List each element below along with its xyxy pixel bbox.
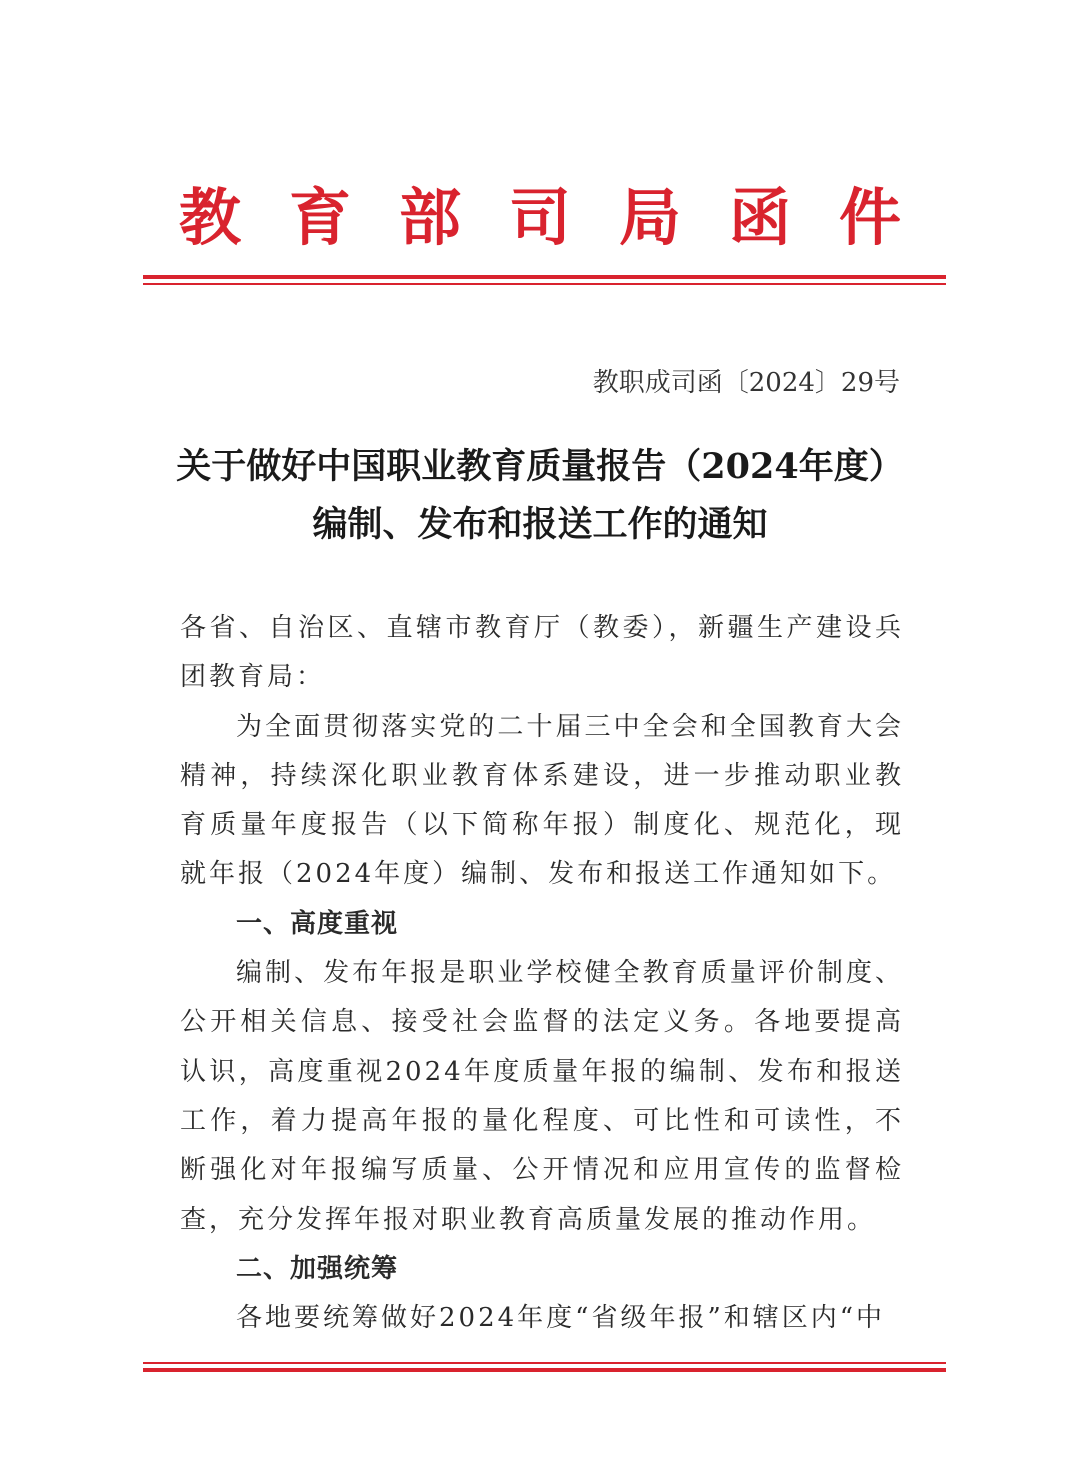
section-1-paragraph: 编制、发布年报是职业学校健全教育质量评价制度、公开相关信息、接受社会监督的法定义务。各地要提高认识，高度重视2024年度质量年报的编制、发布和报送工作，着力提高年报的量化程度、可比性和可读性，不断强化对年报编写质量、公开情况和应用宣传的监督检查，充分发挥年报对职业教育高质量发展的推动作用。 xyxy=(180,958,904,1235)
letterhead-red-rule xyxy=(143,275,946,285)
document-number: 教职成司函〔2024〕29号 xyxy=(592,368,900,398)
document-title-line-2: 编制、发布和报送工作的通知 xyxy=(312,504,768,545)
rule-thick-line xyxy=(143,1368,946,1372)
section-2-paragraph: 各地要统筹做好2024年度“省级年报”和辖区内“中 xyxy=(236,1303,886,1334)
document-body xyxy=(180,604,904,1343)
rule-thick-line xyxy=(143,275,946,279)
intro-paragraph: 为全面贯彻落实党的二十届三中全会和全国教育大会精神，持续深化职业教育体系建设，进一步推动职业教育质量年度报告（以下简称年报）制度化、规范化，现就年报（2024年度）编制、发布和报送工作通知如下。 xyxy=(180,711,904,890)
rule-thin-line xyxy=(143,283,946,285)
section-1-heading: 一、高度重视 xyxy=(236,908,399,939)
letterhead-title: 教育部司局函件 xyxy=(178,181,949,254)
rule-thin-line xyxy=(143,1362,946,1364)
footer-red-rule xyxy=(143,1362,946,1372)
document-title xyxy=(0,438,1080,554)
salutation: 各省、自治区、直辖市教育厅（教委），新疆生产建设兵团教育局： xyxy=(180,613,904,693)
section-2-heading: 二、加强统筹 xyxy=(236,1253,399,1284)
document-title-line-1: 关于做好中国职业教育质量报告（2024年度） xyxy=(176,446,904,487)
